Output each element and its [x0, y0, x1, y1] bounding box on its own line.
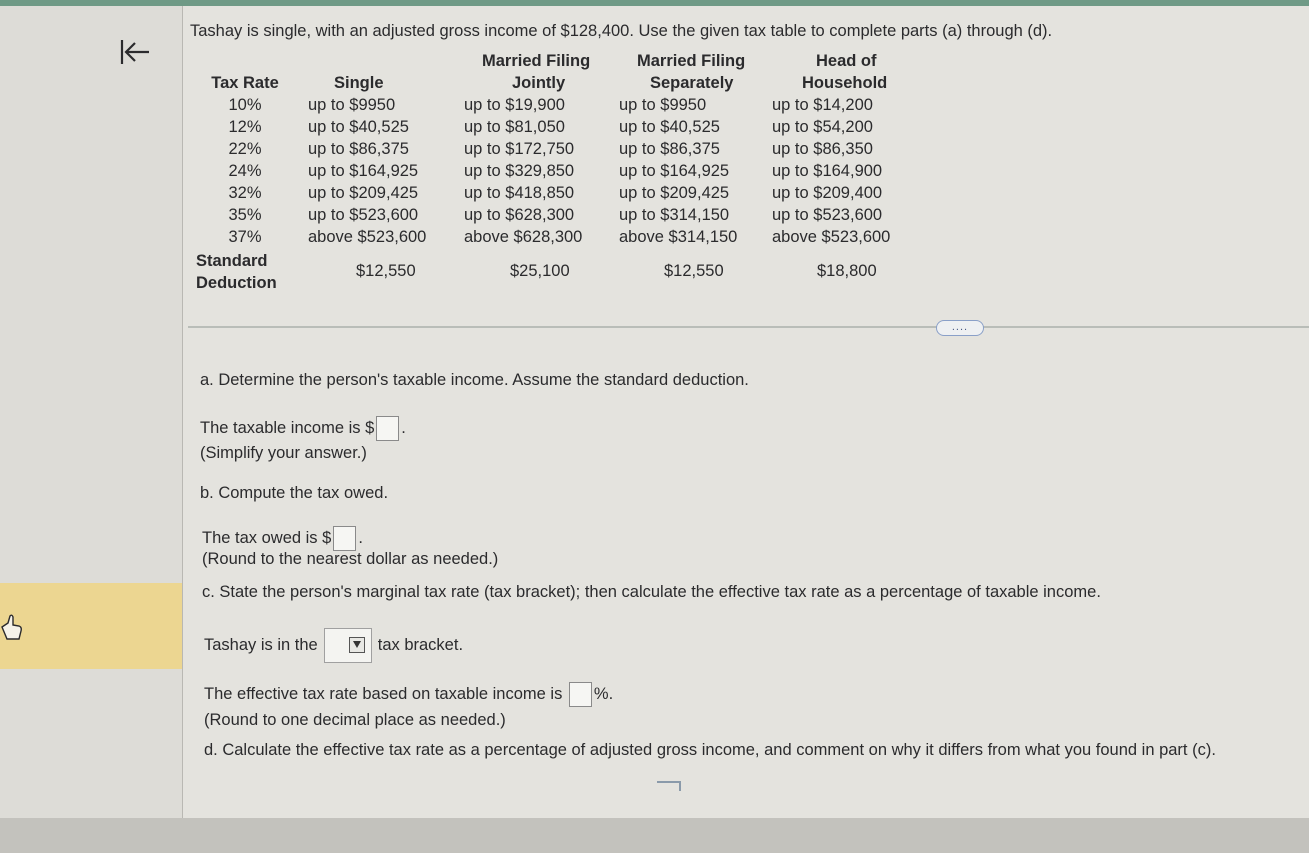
back-to-start-icon[interactable]: [116, 34, 156, 74]
single-cell: up to $9950: [308, 96, 396, 114]
left-highlight: [0, 583, 182, 669]
rate-cell: 37%: [228, 228, 262, 246]
mfs-cell: up to $164,925: [619, 162, 730, 180]
left-panel: [0, 6, 183, 818]
part-b-answer-prefix: The tax owed is $: [202, 528, 332, 547]
single-cell: up to $40,525: [308, 118, 409, 136]
standard-deduction-label: [196, 250, 277, 294]
rate-cell: 32%: [228, 184, 262, 202]
rate-cell: 22%: [228, 140, 262, 158]
part-c-question: c. State the person's marginal tax rate (tax bracket); then calculate the effective tax rate as a percentage of taxable income.: [202, 583, 1101, 601]
tax-table: [190, 50, 950, 300]
hoh-cell: up to $209,400: [772, 184, 883, 202]
header-tax-rate: Tax Rate: [211, 74, 279, 92]
part-d-question: d. Calculate the effective tax rate as a percentage of adjusted gross income, and comment on why it differs from what you found in part (c).: [204, 741, 1216, 759]
header-hoh-line1: Head of: [816, 52, 877, 70]
rate-cell: 35%: [228, 206, 262, 224]
part-c-bracket-line: [204, 627, 463, 663]
part-b-answer-suffix: .: [358, 528, 363, 547]
part-c-bracket-prefix: Tashay is in the: [204, 636, 318, 654]
col-single: [308, 50, 448, 248]
std-deduction-single: $12,550: [356, 262, 416, 280]
rate-cell: 10%: [228, 96, 262, 114]
part-a-question: a. Determine the person's taxable income. Assume the standard deduction.: [200, 371, 749, 389]
standard-deduction-label-line2: Deduction: [196, 274, 277, 292]
part-c-hint: (Round to one decimal place as needed.): [204, 711, 506, 729]
mfs-cell: up to $209,425: [619, 184, 730, 202]
header-hoh-line2: Household: [802, 74, 888, 92]
single-cell: up to $209,425: [308, 184, 419, 202]
mfs-cell: up to $9950: [619, 96, 707, 114]
std-deduction-mfj: $25,100: [510, 262, 570, 280]
part-c-bracket-suffix: tax bracket.: [377, 636, 464, 654]
col-married-separately: [619, 50, 759, 248]
problem-intro: Tashay is single, with an adjusted gross income of $128,400. Use the given tax table to complete parts (a) through (d).: [190, 22, 1053, 40]
answer-area-corner: [657, 781, 681, 791]
mfs-cell: up to $86,375: [619, 140, 720, 158]
part-b-hint: (Round to the nearest dollar as needed.): [202, 550, 499, 568]
header-mfj-line1: Married Filing: [482, 52, 591, 70]
std-deduction-hoh: $18,800: [817, 262, 877, 280]
part-a-answer-line: [200, 416, 406, 441]
part-c-effective-line: [204, 682, 613, 707]
hoh-cell: up to $54,200: [772, 118, 873, 136]
hoh-cell: above $523,600: [772, 228, 891, 246]
effective-rate-input[interactable]: [569, 682, 592, 707]
col-married-jointly: [464, 50, 604, 248]
single-cell: up to $523,600: [308, 206, 419, 224]
standard-deduction-label-line1: Standard: [196, 252, 268, 270]
col-tax-rate: [200, 50, 290, 248]
header-mfs-line1: Married Filing: [637, 52, 746, 70]
tax-owed-input[interactable]: [333, 526, 356, 551]
single-cell: up to $86,375: [308, 140, 409, 158]
mfj-cell: up to $628,300: [464, 206, 575, 224]
hoh-cell: up to $86,350: [772, 140, 873, 158]
std-deduction-mfs: $12,550: [664, 262, 724, 280]
tax-bracket-select[interactable]: [324, 628, 372, 663]
mfj-cell: up to $19,900: [464, 96, 565, 114]
bottom-area: [0, 818, 1309, 853]
single-cell: above $523,600: [308, 228, 427, 246]
part-a-answer-suffix: .: [401, 418, 406, 437]
mfj-cell: up to $172,750: [464, 140, 575, 158]
part-a-answer-prefix: The taxable income is $: [200, 418, 375, 437]
pointer-hand-icon: [0, 613, 24, 643]
mfs-cell: up to $314,150: [619, 206, 730, 224]
mfj-cell: up to $329,850: [464, 162, 575, 180]
hoh-cell: up to $523,600: [772, 206, 883, 224]
part-b-question: b. Compute the tax owed.: [200, 484, 389, 502]
col-head-of-household: [772, 50, 922, 248]
mfs-cell: up to $40,525: [619, 118, 720, 136]
taxable-income-input[interactable]: [376, 416, 399, 441]
section-divider: [188, 326, 1309, 328]
hoh-cell: up to $164,900: [772, 162, 883, 180]
part-c-effective-prefix: The effective tax rate based on taxable income is: [204, 684, 563, 703]
part-c-effective-suffix: %.: [593, 684, 614, 703]
rate-cell: 12%: [228, 118, 262, 136]
chevron-down-icon[interactable]: [349, 637, 365, 653]
part-b-answer-line: [202, 526, 363, 551]
mfs-cell: above $314,150: [619, 228, 738, 246]
header-mfs-line2: Separately: [650, 74, 734, 92]
part-a-hint: (Simplify your answer.): [200, 444, 367, 462]
header-mfj-line2: Jointly: [512, 74, 566, 92]
header-single: Single: [334, 74, 384, 92]
expand-more-button[interactable]: ....: [936, 320, 984, 336]
mfj-cell: up to $418,850: [464, 184, 575, 202]
rate-cell: 24%: [228, 162, 262, 180]
mfj-cell: up to $81,050: [464, 118, 565, 136]
mfj-cell: above $628,300: [464, 228, 583, 246]
single-cell: up to $164,925: [308, 162, 419, 180]
hoh-cell: up to $14,200: [772, 96, 873, 114]
